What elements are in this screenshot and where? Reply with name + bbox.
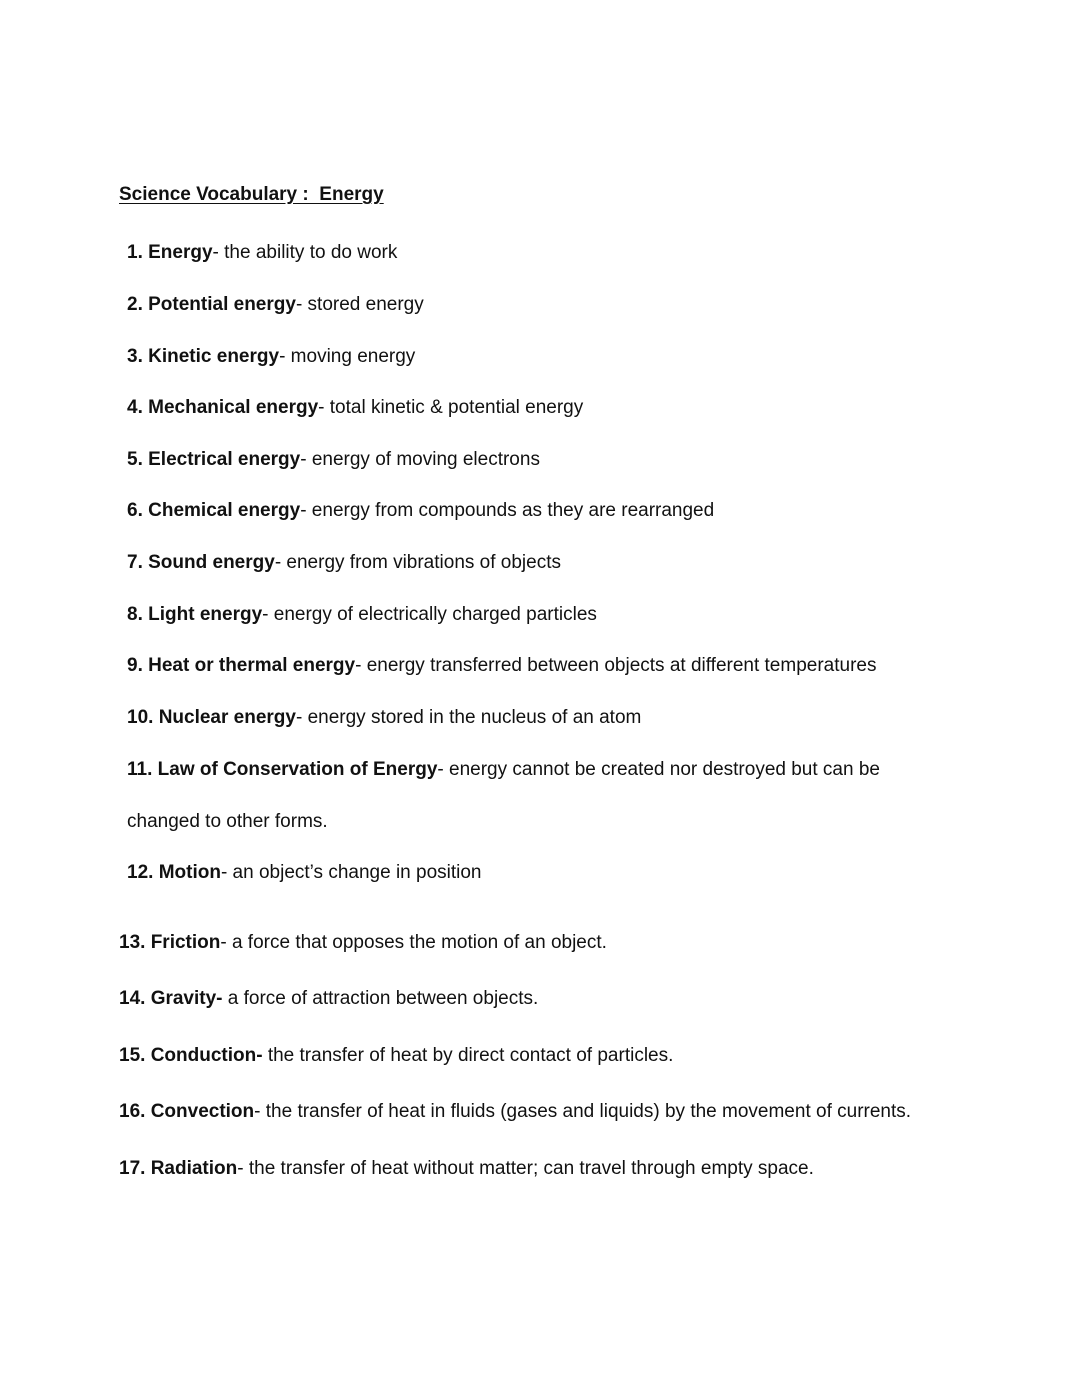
vocab-item-heat-energy bbox=[127, 654, 876, 678]
vocab-item-electrical-energy bbox=[127, 448, 540, 472]
vocab-term: 13. Friction bbox=[119, 932, 221, 953]
vocab-definition: - the transfer of heat without matter; can travel through empty space. bbox=[237, 1158, 814, 1179]
vocab-term: 2. Potential energy bbox=[127, 294, 296, 315]
vocab-item-convection bbox=[119, 1100, 911, 1124]
vocab-item-radiation bbox=[119, 1157, 814, 1181]
vocab-term: 6. Chemical energy bbox=[127, 500, 301, 521]
vocab-item-gravity bbox=[119, 987, 538, 1011]
vocab-definition: - total kinetic & potential energy bbox=[318, 397, 584, 418]
vocab-item-friction bbox=[119, 931, 607, 955]
vocab-definition: - moving energy bbox=[279, 346, 416, 367]
vocab-definition: - the transfer of heat in fluids (gases and liquids) by the movement of currents. bbox=[254, 1101, 912, 1122]
vocab-item-light-energy bbox=[127, 603, 597, 627]
vocab-term: 3. Kinetic energy bbox=[127, 346, 280, 367]
vocab-term: 17. Radiation bbox=[119, 1158, 238, 1179]
vocab-item-mechanical-energy bbox=[127, 396, 583, 420]
vocab-definition: - the ability to do work bbox=[212, 242, 398, 263]
vocab-term: 7. Sound energy bbox=[127, 552, 275, 573]
vocab-item-potential-energy bbox=[127, 293, 424, 317]
vocab-term: 4. Mechanical energy bbox=[127, 397, 319, 418]
vocab-definition-continuation: changed to other forms. bbox=[127, 811, 328, 832]
vocab-item-sound-energy bbox=[127, 551, 561, 575]
vocab-item-energy bbox=[127, 241, 397, 265]
vocab-item-chemical-energy bbox=[127, 499, 714, 523]
vocab-definition: - energy of electrically charged particles bbox=[262, 604, 597, 625]
vocab-definition: - energy stored in the nucleus of an atom bbox=[295, 707, 642, 728]
vocab-term: 10. Nuclear energy bbox=[127, 707, 296, 728]
vocab-item-kinetic-energy bbox=[127, 345, 415, 369]
vocab-definition: - energy of moving electrons bbox=[300, 449, 540, 470]
vocab-definition: the transfer of heat by direct contact of particles. bbox=[262, 1045, 674, 1066]
vocab-term: 14. Gravity- bbox=[119, 988, 223, 1009]
vocab-definition: a force of attraction between objects. bbox=[222, 988, 539, 1009]
vocab-term: 15. Conduction- bbox=[119, 1045, 263, 1066]
vocab-term: 16. Convection bbox=[119, 1101, 255, 1122]
vocab-item-motion bbox=[127, 861, 482, 885]
vocab-term: 12. Motion bbox=[127, 862, 221, 883]
vocab-term: 5. Electrical energy bbox=[127, 449, 301, 470]
vocab-item-nuclear-energy bbox=[127, 706, 641, 730]
vocab-term: 8. Light energy bbox=[127, 604, 263, 625]
vocab-definition: - a force that opposes the motion of an object. bbox=[220, 932, 607, 953]
vocab-definition: - energy cannot be created nor destroyed but can be bbox=[437, 759, 880, 780]
vocab-definition: - stored energy bbox=[295, 294, 424, 315]
vocab-term: 1. Energy bbox=[127, 242, 213, 263]
document-title: Science Vocabulary : Energy bbox=[119, 184, 384, 205]
vocab-definition: - energy transferred between objects at different temperatures bbox=[355, 655, 877, 676]
vocab-definition: - energy from compounds as they are rearranged bbox=[300, 500, 715, 521]
vocab-item-conservation-of-energy bbox=[127, 758, 880, 782]
vocab-definition: - an object’s change in position bbox=[220, 862, 482, 883]
vocab-item-conduction bbox=[119, 1044, 673, 1068]
vocab-term: 9. Heat or thermal energy bbox=[127, 655, 356, 676]
vocab-definition: - energy from vibrations of objects bbox=[274, 552, 561, 573]
vocab-term: 11. Law of Conservation of Energy bbox=[127, 759, 438, 780]
